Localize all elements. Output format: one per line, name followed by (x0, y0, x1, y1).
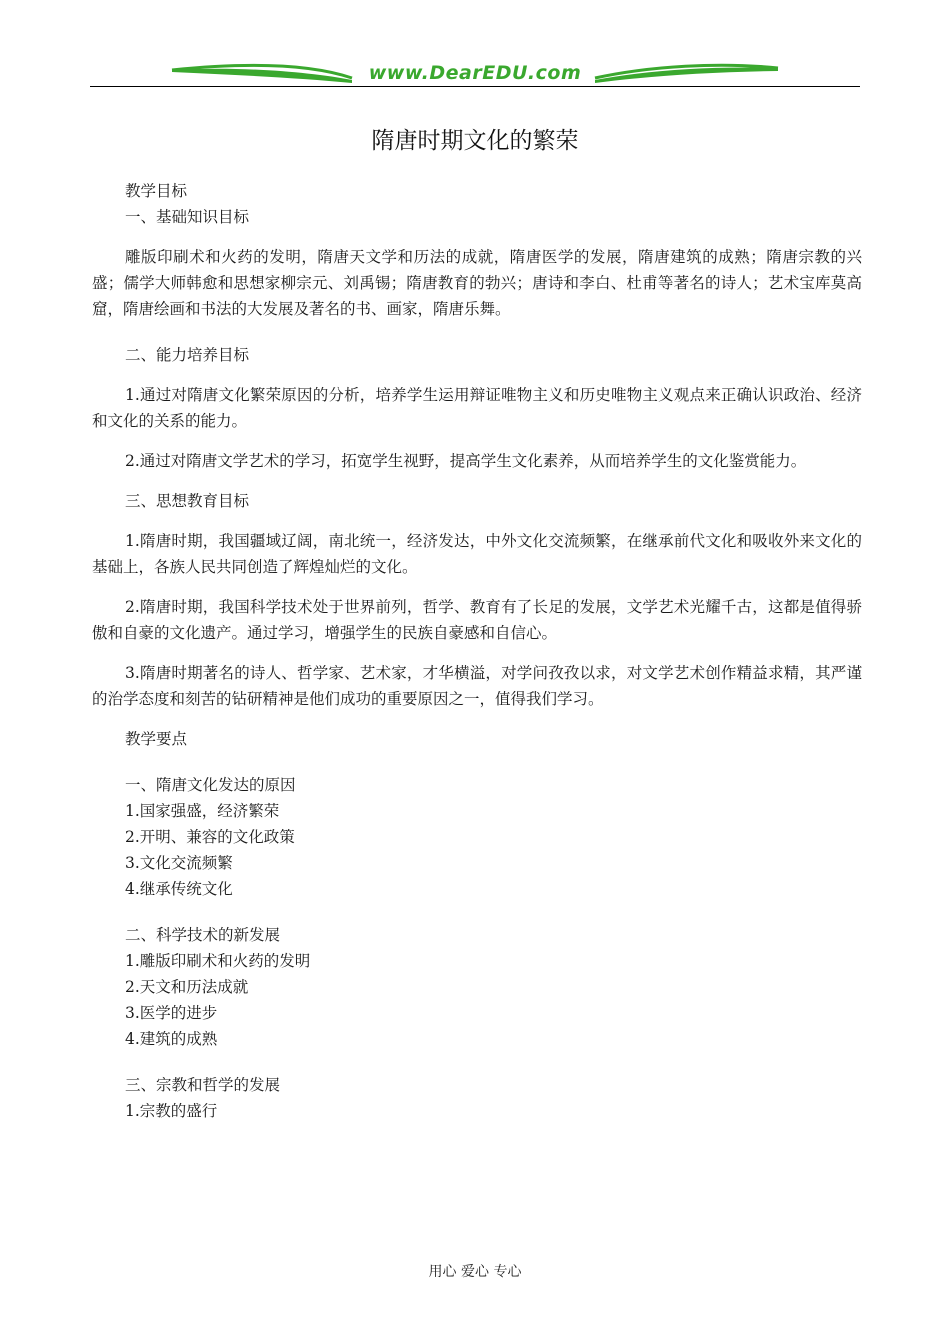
list-item: 1.雕版印刷术和火药的发明 (125, 952, 311, 970)
paragraph: 1.通过对隋唐文化繁荣原因的分析，培养学生运用辩证唯物主义和历史唯物主义观点来正确认识政治、经济和文化的关系的能力。 (92, 386, 862, 430)
list-item: 2.天文和历法成就 (125, 978, 249, 996)
list-item: 2.开明、兼容的文化政策 (125, 828, 295, 846)
subsection-heading: 一、隋唐文化发达的原因 (125, 776, 296, 794)
list-item: 4.建筑的成熟 (125, 1030, 218, 1048)
list-item: 3.医学的进步 (125, 1004, 218, 1022)
subsection-heading: 二、能力培养目标 (125, 346, 250, 364)
page-footer: 用心 爱心 专心 (428, 1264, 522, 1280)
list-item: 1.国家强盛，经济繁荣 (125, 802, 280, 820)
paragraph: 雕版印刷术和火药的发明，隋唐天文学和历法的成就，隋唐医学的发展，隋唐建筑的成熟；隋唐宗教的兴盛；儒学大师韩愈和思想家柳宗元、刘禹锡；隋唐教育的勃兴；唐诗和李白、杜甫等著名的诗人；艺术宝库莫高窟，隋唐绘画和书法的大发展及著名的书、画家，隋唐乐舞。 (92, 248, 862, 318)
document-body (92, 178, 862, 1124)
header-divider (90, 86, 860, 87)
site-header-logo (90, 56, 860, 90)
section-heading: 教学要点 (125, 730, 188, 748)
subsection-heading: 一、基础知识目标 (125, 208, 250, 226)
subsection-heading: 三、宗教和哲学的发展 (125, 1076, 281, 1094)
paragraph: 3.隋唐时期著名的诗人、哲学家、艺术家，才华横溢，对学问孜孜以求，对文学艺术创作精益求精，其严谨的治学态度和刻苦的钻研精神是他们成功的重要原因之一，值得我们学习。 (92, 664, 862, 708)
paragraph: 1.隋唐时期，我国疆域辽阔，南北统一，经济发达，中外文化交流频繁，在继承前代文化和吸收外来文化的基础上，各族人民共同创造了辉煌灿烂的文化。 (92, 532, 862, 576)
paragraph: 2.隋唐时期，我国科学技术处于世界前列，哲学、教育有了长足的发展，文学艺术光耀千古，这都是值得骄傲和自豪的文化遗产。通过学习，增强学生的民族自豪感和自信心。 (92, 598, 862, 642)
logo-text: www.DearEDU.com (368, 62, 582, 84)
paragraph: 2.通过对隋唐文学艺术的学习，拓宽学生视野，提高学生文化素养，从而培养学生的文化鉴赏能力。 (125, 452, 807, 470)
page-title: 隋唐时期文化的繁荣 (371, 128, 579, 154)
section-heading: 教学目标 (125, 182, 188, 200)
list-item: 3.文化交流频繁 (125, 854, 233, 872)
subsection-heading: 三、思想教育目标 (125, 492, 250, 510)
subsection-heading: 二、科学技术的新发展 (125, 926, 281, 944)
list-item: 4.继承传统文化 (125, 880, 233, 898)
list-item: 1.宗教的盛行 (125, 1102, 218, 1120)
